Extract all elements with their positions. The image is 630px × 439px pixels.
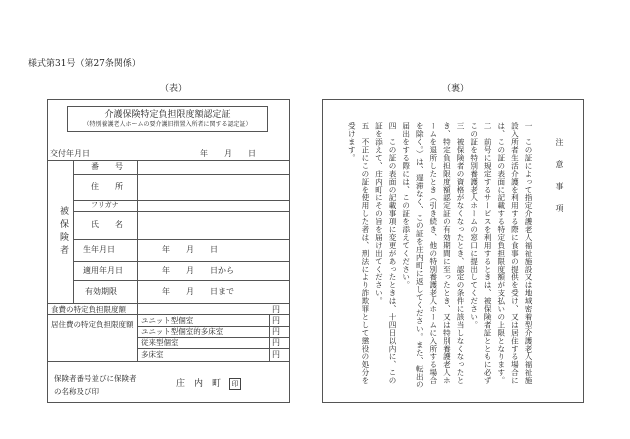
meal-limit-label: 食費の特定負担限度額 [51, 305, 126, 314]
number-label: 番 号 [91, 162, 123, 171]
yen-room-3: 円 [272, 338, 280, 347]
title-box [67, 106, 268, 132]
room-type-conventional-private: 従来型個室 [141, 338, 179, 347]
expiry-value: 年 月 日まで [162, 287, 234, 296]
insurer-label: 保険者番号並びに保険者の名称及び印 [54, 374, 137, 396]
yen-meal: 円 [272, 305, 280, 314]
notice-item-3: 三 被保険者の資格がなくなったとき、認定の条件に該当しなくなったとき、特定負担限度額認定証の有効期間に至ったとき、又は特別養護老人ホームを退所したとき（引き続き、他の特別養護老人ホームに入所する場合を除く。）は、遅滞なく、この証を庄内町に返してください。また、転出の届出をする際には、この証を添えてください。 [401, 122, 466, 389]
birthdate-label: 生年月日 [83, 245, 115, 254]
yen-room-1: 円 [272, 316, 280, 325]
address-label: 住 所 [91, 182, 123, 191]
furigana-label: フリガナ [91, 201, 119, 209]
certificate-subtitle: （特別養護老人ホームの要介護旧措置入所者に関する認定証） [83, 121, 252, 128]
notice-heading: 注 意 事 項 [555, 138, 564, 215]
room-type-unit-private: ユニット型個室 [141, 316, 194, 325]
back-card [322, 99, 584, 403]
form-number: 様式第31号（第27条関係） [28, 59, 141, 69]
yen-room-2: 円 [272, 327, 280, 336]
front-side-label: （表） [160, 84, 188, 94]
expiry-label: 有効期限 [85, 287, 117, 296]
room-type-unit-semi-private: ユニット型個室的多床室 [141, 327, 224, 336]
issue-date-label: 交付年月日 [50, 149, 90, 158]
issue-date-value: 年 月 日 [200, 149, 256, 158]
room-type-multi-bed: 多床室 [141, 350, 164, 359]
residence-limit-label: 居住費の特定負担限度額 [51, 320, 134, 329]
notice-item-2: 二 前号に規定するサービスを利用するときは、被保険者証とともに必ずこの証を特別養護老人ホームの窓口に提出してください。 [469, 122, 493, 385]
front-card [47, 99, 290, 403]
valid-from-value: 年 月 日から [162, 266, 234, 275]
valid-from-label: 適用年月日 [83, 266, 123, 275]
yen-room-4: 円 [272, 350, 280, 359]
insurer-name: 庄 内 町 [176, 379, 222, 389]
birthdate-value: 年 月 日 [162, 245, 218, 254]
name-label: 氏 名 [91, 220, 123, 229]
back-side-label: （裏） [442, 84, 470, 94]
certificate-title: 介護保険特定負担限度額認定証 [104, 110, 231, 120]
insurer-seal: 印 [229, 378, 241, 390]
notice-body [345, 122, 535, 392]
notice-item-4: 四 この証の表面の記載事項に変更があったときは、十四日以内に、この証を添えて、庄内町にその旨を届け出てください。 [374, 122, 398, 385]
notice-item-5: 五 不正にこの証を使用した者は、刑法により詐欺罪として懲役の処分を受けます。 [347, 122, 370, 385]
insured-label: 被保険者 [57, 206, 68, 258]
notice-item-1: 一 この証によって指定介護老人福祉施設又は地域密着型介護老人福祉施設入所者生活介護を利用する際に食事の提供を受け、又は居住する場合には、この証の表面に記載する特定負担限度額が支払いの上限となります。 [496, 122, 533, 385]
